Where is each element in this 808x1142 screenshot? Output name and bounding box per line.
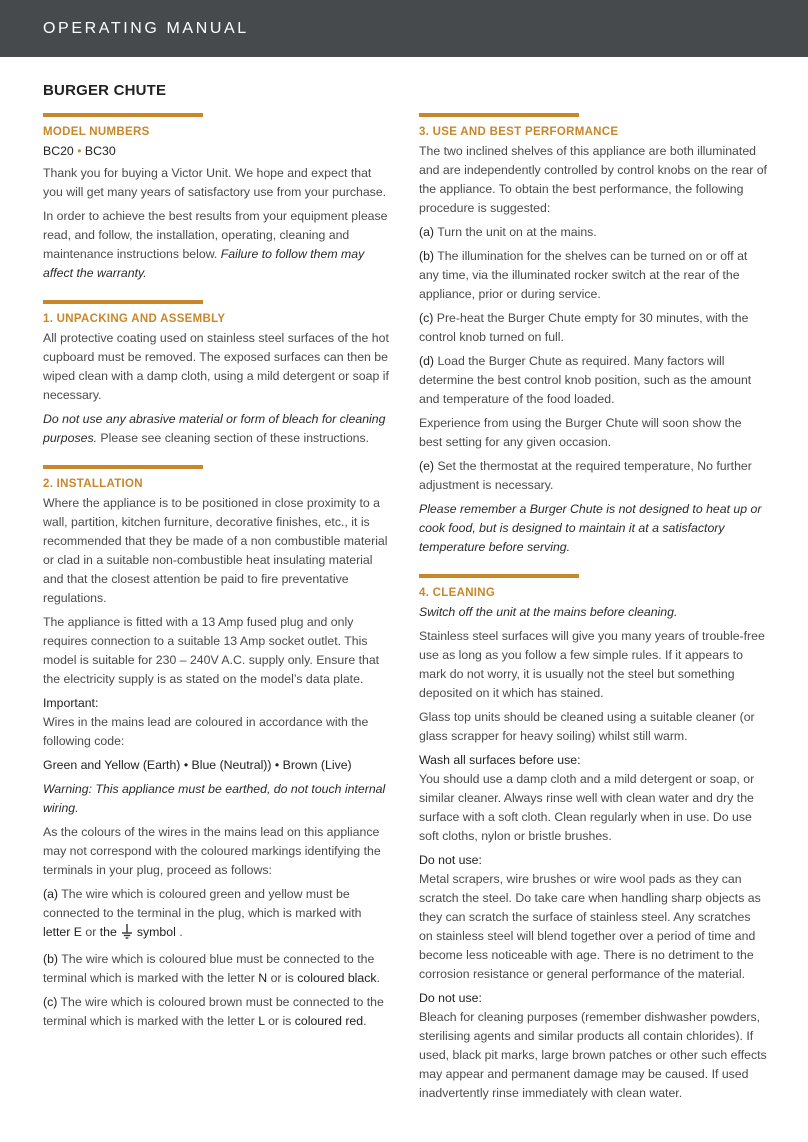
section-rule	[43, 300, 203, 304]
use-step-c	[419, 309, 767, 347]
step-b-text: The wire which is coloured blue must be connected to the terminal which is marked with the letter	[43, 952, 375, 985]
wash-label: Wash all surfaces before use:	[419, 753, 581, 767]
cleaning-reference: Please see cleaning section of these instructions.	[97, 431, 370, 445]
installation-section	[43, 465, 391, 1031]
abrasive-warning: Do not use any abrasive material or form of bleach for cleaning purposes.	[43, 412, 386, 445]
use-a-label: (a)	[419, 225, 435, 239]
use-step-a	[419, 223, 767, 242]
step-a-text: The wire which is coloured green and yellow must be connected to the terminal in the plug, which is marked with	[43, 887, 362, 920]
model-numbers-section	[43, 113, 391, 283]
cleaning-paragraph-3: You should use a damp cloth and a mild detergent or soap, or similar cleaner. Always rinse well with clean water and dry the surface with a soft cloth. Clean regularly when in use. Do use soft cloths, nylon or bristle brushes.	[419, 772, 755, 843]
heating-note: Please remember a Burger Chute is not designed to heat up or cook food, but is designed to maintain it at a satisfactory temperature before serving.	[419, 502, 762, 554]
cleaning-heading: 4. CLEANING	[419, 587, 496, 599]
installation-heading: 2. INSTALLATION	[43, 478, 143, 490]
installation-paragraph-1: Where the appliance is to be positioned in close proximity to a wall, partition, kitchen furniture, decorative finishes, etc., it is recommended that they be made of a non combustible material or clad in a suitable non-combustible heat insulating material and that the closest attention be paid to fire preventative regulations.	[43, 496, 388, 605]
intro-paragraph-1: Thank you for buying a Victor Unit. We hope and expect that you will get many years of satisfactory use from your purchase.	[43, 166, 387, 199]
use-c-text: Pre-heat the Burger Chute empty for 30 minutes, with the control knob turned on full.	[419, 311, 749, 344]
use-e-label: (e)	[419, 459, 435, 473]
use-step-b	[419, 247, 767, 304]
switch-off-note: Switch off the unit at the mains before cleaning.	[419, 605, 678, 619]
important-label: Important:	[43, 696, 99, 710]
intro-text: In order to achieve the best results from your equipment please read, and follow, the installation, operating, cleaning and maintenance instructions below.	[43, 209, 388, 261]
use-heading: 3. USE AND BEST PERFORMANCE	[419, 126, 619, 138]
left-column	[43, 113, 391, 1036]
unpacking-section	[43, 300, 391, 448]
step-c-label: (c)	[43, 995, 58, 1009]
wire-colour-code: Green and Yellow (Earth) • Blue (Neutral)) • Brown (Live)	[43, 758, 352, 772]
header-title: OPERATING MANUAL	[43, 20, 249, 37]
cleaning-paragraph-2: Glass top units should be cleaned using a suitable cleaner (or glass scrapper for heavy soiling) whilst still warm.	[419, 710, 755, 743]
step-b-label: (b)	[43, 952, 59, 966]
cleaning-paragraph-5: Bleach for cleaning purposes (remember dishwasher powders, sterilising agents and similar products all contain chlorides). If used, black pit marks, large brown patches or other such effects may appear and permanent damage may be caused. If used inadvertently rinse immediately with clean water.	[419, 1010, 767, 1100]
coloured-red: coloured red	[294, 1014, 364, 1028]
wire-step-c	[43, 993, 391, 1031]
wire-step-b	[43, 950, 391, 988]
cleaning-paragraph-1: Stainless steel surfaces will give you many years of trouble-free use as long as you follow a few simple rules. If it appears to mark do not worry, it is usually not the steel but something deposited on it which has stained.	[419, 629, 765, 700]
use-b-label: (b)	[419, 249, 435, 263]
step-b-end: .	[376, 971, 380, 985]
section-rule	[419, 574, 579, 578]
use-paragraph-1: The two inclined shelves of this appliance are both illuminated and are independently controlled by control knobs on the rear of the appliance. To obtain the best performance, the following procedure is suggested:	[419, 144, 767, 215]
use-section	[419, 113, 767, 557]
step-a-or: or	[81, 925, 100, 939]
model-bc30: BC30	[84, 144, 116, 158]
step-c-end: .	[363, 1014, 367, 1028]
use-step-d	[419, 352, 767, 409]
step-a-end: .	[175, 925, 183, 939]
intro-paragraph-2	[43, 207, 391, 283]
do-not-use-label-1: Do not use:	[419, 853, 482, 867]
use-e-text: Set the thermostat at the required temperature, No further adjustment is necessary.	[419, 459, 752, 492]
unpacking-paragraph-1: All protective coating used on stainless steel surfaces of the hot cupboard must be removed. The exposed surfaces can then be wiped clean with a damp cloth, using a mild detergent or soap if necessary.	[43, 331, 389, 402]
cleaning-section	[419, 574, 767, 1103]
step-b-or: or is	[267, 971, 298, 985]
use-d-label: (d)	[419, 354, 435, 368]
use-d-text: Load the Burger Chute as required. Many factors will determine the best control knob position, such as the amount and temperature of the food loaded.	[419, 354, 752, 406]
use-step-e	[419, 457, 767, 495]
do-not-use-label-2: Do not use:	[419, 991, 482, 1005]
wire-step-a	[43, 885, 391, 945]
step-a-symbol: symbol	[136, 925, 176, 939]
installation-paragraph-4: As the colours of the wires in the mains lead on this appliance may not correspond with the coloured markings identifying the terminals in your plug, proceed as follows:	[43, 825, 381, 877]
model-bc20: BC20	[43, 144, 74, 158]
model-numbers	[43, 142, 391, 161]
installation-paragraph-2: The appliance is fitted with a 13 Amp fused plug and only requires connection to a suitable 13 Amp socket outlet. This model is suitable for 230 – 240V A.C. supply only. Ensure that the electricity supply is as stated on the model’s data plate.	[43, 615, 380, 686]
use-a-text: Turn the unit on at the mains.	[434, 225, 597, 239]
page-title: BURGER CHUTE	[43, 82, 167, 99]
warranty-note: Failure to follow them may affect the warranty.	[43, 247, 365, 280]
section-rule	[419, 113, 579, 117]
use-paragraph-2: Experience from using the Burger Chute will soon show the best setting for any given occasion.	[419, 416, 742, 449]
section-rule	[43, 465, 203, 469]
letter-l: L	[258, 1014, 265, 1028]
section-rule	[43, 113, 203, 117]
unpacking-heading: 1. UNPACKING AND ASSEMBLY	[43, 313, 226, 325]
earth-symbol-icon	[121, 923, 133, 945]
unpacking-paragraph-2	[43, 410, 391, 448]
step-a-the: the	[99, 925, 117, 939]
use-b-text: The illumination for the shelves can be turned on or off at any time, via the illuminated rocker switch at the rear of the appliance, prior or during service.	[419, 249, 748, 301]
step-c-text: The wire which is coloured brown must be connected to the terminal which is marked with the letter	[43, 995, 384, 1028]
header-bar	[0, 0, 808, 57]
wire-code-intro: Wires in the mains lead are coloured in accordance with the following code:	[43, 715, 369, 748]
step-c-or: or is	[264, 1014, 295, 1028]
cleaning-paragraph-4: Metal scrapers, wire brushes or wire wool pads as they can scratch the steel. Do take care when handling sharp objects as they can scratch the surface of stainless steel. Any scratches on stainless steel will blend together over a period of time and become less noticeable with age. There is no detriment to the corrosion resistance or general performance of the material.	[419, 872, 761, 981]
earth-warning: Warning: This appliance must be earthed, do not touch internal wiring.	[43, 782, 386, 815]
step-a-label: (a)	[43, 887, 59, 901]
letter-e: letter E	[43, 925, 82, 939]
model-separator: •	[77, 144, 82, 158]
model-numbers-heading: MODEL NUMBERS	[43, 126, 150, 138]
coloured-black: coloured black	[297, 971, 377, 985]
letter-n: N	[258, 971, 268, 985]
right-column	[419, 113, 767, 1108]
use-c-label: (c)	[419, 311, 434, 325]
